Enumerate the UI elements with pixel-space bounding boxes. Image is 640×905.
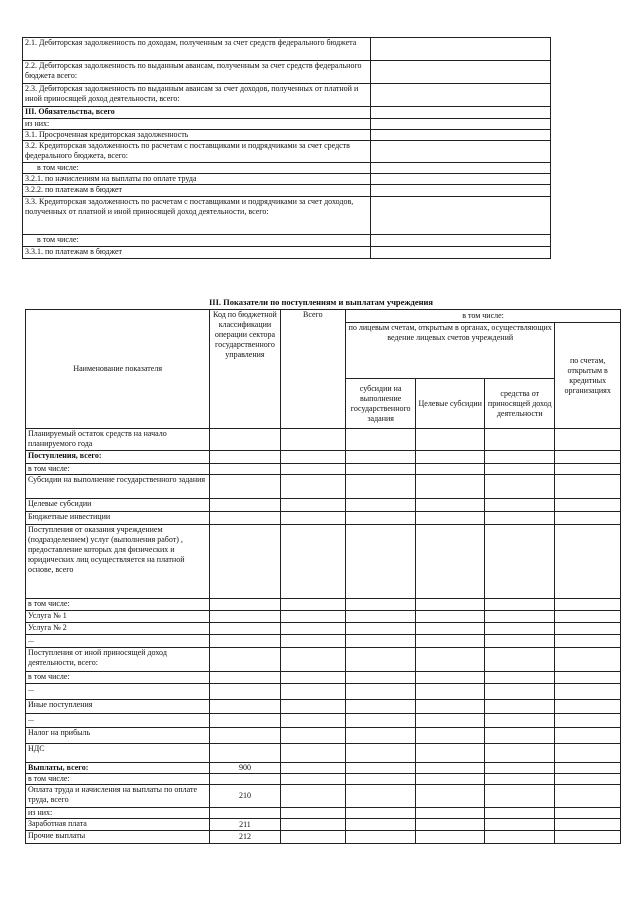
liability-value-cell	[371, 119, 551, 130]
value-cell	[485, 623, 555, 635]
value-cell	[555, 512, 621, 525]
value-cell	[555, 499, 621, 512]
header-income-funds: средства от приносящей доход деятельности	[485, 379, 555, 429]
value-cell	[346, 499, 416, 512]
value-cell	[280, 475, 346, 499]
liability-label: из них:	[23, 119, 371, 130]
liability-label: III. Обязательства, всего	[23, 107, 371, 119]
liability-label: 3.3.1. по платежам в бюджет	[23, 247, 371, 259]
value-cell	[555, 475, 621, 499]
row-label: Бюджетные инвестиции	[26, 512, 210, 525]
liability-row	[23, 163, 551, 174]
row-code	[210, 451, 280, 464]
value-cell	[555, 525, 621, 599]
value-cell	[416, 728, 485, 744]
liability-row	[23, 61, 551, 84]
value-cell	[555, 648, 621, 672]
value-cell	[485, 464, 555, 475]
value-cell	[555, 464, 621, 475]
value-cell	[555, 785, 621, 808]
value-cell	[555, 684, 621, 700]
value-cell	[485, 429, 555, 451]
value-cell	[555, 451, 621, 464]
receipt-row	[26, 635, 621, 648]
value-cell	[346, 464, 416, 475]
value-cell	[416, 831, 485, 844]
value-cell	[346, 684, 416, 700]
row-label: в том числе:	[26, 464, 210, 475]
value-cell	[346, 672, 416, 684]
liability-value-cell	[371, 61, 551, 84]
value-cell	[485, 611, 555, 623]
value-cell	[555, 672, 621, 684]
value-cell	[416, 785, 485, 808]
row-code	[210, 808, 280, 819]
value-cell	[485, 774, 555, 785]
value-cell	[485, 672, 555, 684]
value-cell	[280, 785, 346, 808]
value-cell	[416, 611, 485, 623]
value-cell	[555, 744, 621, 763]
liability-row	[23, 185, 551, 197]
value-cell	[280, 831, 346, 844]
liability-value-cell	[371, 141, 551, 163]
header-personal-accounts: по лицевым счетам, открытым в органах, осуществляющих ведение лицевых счетов учреждений	[346, 323, 555, 379]
row-label: Услуга № 2	[26, 623, 210, 635]
receipt-row	[26, 700, 621, 714]
row-code	[210, 744, 280, 763]
header-credit-accounts: по счетам, открытым в кредитных организациях	[555, 323, 621, 429]
value-cell	[485, 499, 555, 512]
liability-label: в том числе:	[23, 163, 371, 174]
value-cell	[485, 714, 555, 728]
row-code: 212	[210, 831, 280, 844]
row-code	[210, 464, 280, 475]
value-cell	[280, 714, 346, 728]
value-cell	[485, 785, 555, 808]
row-label: Поступления, всего:	[26, 451, 210, 464]
liability-value-cell	[371, 107, 551, 119]
row-code	[210, 648, 280, 672]
value-cell	[416, 672, 485, 684]
value-cell	[346, 429, 416, 451]
value-cell	[555, 599, 621, 611]
value-cell	[280, 819, 346, 831]
value-cell	[485, 728, 555, 744]
value-cell	[280, 429, 346, 451]
value-cell	[346, 785, 416, 808]
row-label: ...	[26, 714, 210, 728]
liability-row	[23, 235, 551, 247]
row-label: НДС	[26, 744, 210, 763]
value-cell	[346, 774, 416, 785]
value-cell	[346, 728, 416, 744]
value-cell	[346, 623, 416, 635]
liability-row	[23, 107, 551, 119]
value-cell	[416, 635, 485, 648]
liability-value-cell	[371, 235, 551, 247]
row-code	[210, 728, 280, 744]
value-cell	[555, 700, 621, 714]
value-cell	[555, 819, 621, 831]
receipt-row	[26, 648, 621, 672]
value-cell	[280, 464, 346, 475]
liability-label: 3.2. Кредиторская задолженность по расчетам с поставщиками и подрядчиками за счет средств федерального бюджета, всего:	[23, 141, 371, 163]
header-subsidy-task: субсидии на выполнение государственного задания	[346, 379, 416, 429]
value-cell	[485, 831, 555, 844]
row-code	[210, 635, 280, 648]
value-cell	[485, 635, 555, 648]
value-cell	[346, 525, 416, 599]
liability-row	[23, 247, 551, 259]
value-cell	[485, 599, 555, 611]
value-cell	[416, 623, 485, 635]
liability-value-cell	[371, 247, 551, 259]
value-cell	[346, 744, 416, 763]
receipt-row	[26, 623, 621, 635]
row-code	[210, 599, 280, 611]
liability-value-cell	[371, 84, 551, 107]
row-label: ...	[26, 635, 210, 648]
value-cell	[416, 475, 485, 499]
liabilities-table	[22, 37, 551, 259]
value-cell	[346, 808, 416, 819]
row-code: 900	[210, 763, 280, 774]
value-cell	[416, 744, 485, 763]
value-cell	[416, 808, 485, 819]
receipt-row	[26, 763, 621, 774]
value-cell	[346, 648, 416, 672]
value-cell	[485, 684, 555, 700]
liability-label: 2.1. Дебиторская задолженность по доходам, полученным за счет средств федерального бюджета	[23, 38, 371, 61]
liability-row	[23, 119, 551, 130]
value-cell	[346, 700, 416, 714]
receipt-row	[26, 819, 621, 831]
row-label: Поступления от иной приносящей доход деятельности, всего:	[26, 648, 210, 672]
header-code: Код по бюджетной классификации операции сектора государственного управления	[210, 310, 280, 429]
value-cell	[485, 475, 555, 499]
liability-row	[23, 174, 551, 185]
value-cell	[280, 648, 346, 672]
receipt-row	[26, 611, 621, 623]
receipt-row	[26, 831, 621, 844]
row-label: Иные поступления	[26, 700, 210, 714]
value-cell	[280, 684, 346, 700]
value-cell	[346, 512, 416, 525]
row-code: 210	[210, 785, 280, 808]
value-cell	[555, 714, 621, 728]
row-label: ...	[26, 684, 210, 700]
value-cell	[416, 451, 485, 464]
value-cell	[346, 831, 416, 844]
value-cell	[416, 819, 485, 831]
value-cell	[555, 808, 621, 819]
row-label: Поступления от оказания учреждением (подразделением) услуг (выполнения работ) , предоставление которых для физических и юридических лиц осуществляется на платной основе, всего	[26, 525, 210, 599]
value-cell	[485, 451, 555, 464]
value-cell	[485, 744, 555, 763]
value-cell	[555, 429, 621, 451]
value-cell	[485, 512, 555, 525]
liability-value-cell	[371, 38, 551, 61]
value-cell	[416, 599, 485, 611]
receipt-row	[26, 429, 621, 451]
liability-row	[23, 38, 551, 61]
receipt-row	[26, 808, 621, 819]
value-cell	[555, 635, 621, 648]
receipt-row	[26, 785, 621, 808]
value-cell	[346, 451, 416, 464]
value-cell	[280, 808, 346, 819]
receipt-row	[26, 512, 621, 525]
value-cell	[555, 623, 621, 635]
row-code	[210, 714, 280, 728]
liability-label: 2.2. Дебиторская задолженность по выданным авансам, полученным за счет средств федерального бюджета всего:	[23, 61, 371, 84]
value-cell	[555, 611, 621, 623]
value-cell	[485, 808, 555, 819]
row-label: Оплата труда и начисления на выплаты по оплате труда, всего	[26, 785, 210, 808]
row-code	[210, 684, 280, 700]
value-cell	[280, 623, 346, 635]
receipt-row	[26, 728, 621, 744]
value-cell	[416, 714, 485, 728]
value-cell	[416, 429, 485, 451]
value-cell	[416, 464, 485, 475]
value-cell	[280, 499, 346, 512]
value-cell	[485, 525, 555, 599]
value-cell	[416, 700, 485, 714]
value-cell	[416, 648, 485, 672]
row-code	[210, 499, 280, 512]
receipt-row	[26, 744, 621, 763]
row-code	[210, 623, 280, 635]
value-cell	[416, 499, 485, 512]
receipt-row	[26, 475, 621, 499]
value-cell	[280, 744, 346, 763]
row-label: Планируемый остаток средств на начало планируемого года	[26, 429, 210, 451]
liability-label: 2.3. Дебиторская задолженность по выданным авансам за счет доходов, полученных от платной и иной приносящей доход деятельности, всего:	[23, 84, 371, 107]
liability-value-cell	[371, 197, 551, 235]
header-name: Наименование показателя	[26, 310, 210, 429]
row-label: из них:	[26, 808, 210, 819]
value-cell	[346, 475, 416, 499]
value-cell	[280, 599, 346, 611]
liability-value-cell	[371, 174, 551, 185]
row-label: Прочие выплаты	[26, 831, 210, 844]
row-code	[210, 672, 280, 684]
liability-label: 3.1. Просроченная кредиторская задолженность	[23, 130, 371, 141]
header-including: в том числе:	[346, 310, 621, 323]
receipt-row	[26, 499, 621, 512]
row-label: Выплаты, всего:	[26, 763, 210, 774]
receipts-payments-table	[25, 309, 621, 844]
row-label: Заработная плата	[26, 819, 210, 831]
row-label: Субсидии на выполнение государственного задания	[26, 475, 210, 499]
value-cell	[416, 763, 485, 774]
receipt-row	[26, 684, 621, 700]
row-code	[210, 512, 280, 525]
row-code	[210, 429, 280, 451]
row-code	[210, 774, 280, 785]
receipt-row	[26, 464, 621, 475]
value-cell	[346, 819, 416, 831]
value-cell	[280, 763, 346, 774]
row-label: Целевые субсидии	[26, 499, 210, 512]
value-cell	[416, 525, 485, 599]
liability-row	[23, 197, 551, 235]
value-cell	[346, 763, 416, 774]
value-cell	[346, 714, 416, 728]
liability-value-cell	[371, 163, 551, 174]
row-code: 211	[210, 819, 280, 831]
value-cell	[555, 728, 621, 744]
value-cell	[280, 451, 346, 464]
value-cell	[485, 648, 555, 672]
liability-label: 3.2.1. по начислениям на выплаты по оплате труда	[23, 174, 371, 185]
value-cell	[555, 831, 621, 844]
header-targeted-subsidies: Целевые субсидии	[416, 379, 485, 429]
header-total: Всего	[280, 310, 346, 429]
value-cell	[280, 525, 346, 599]
receipt-row	[26, 599, 621, 611]
value-cell	[280, 512, 346, 525]
liability-label: в том числе:	[23, 235, 371, 247]
liability-row	[23, 141, 551, 163]
receipt-row	[26, 714, 621, 728]
row-code	[210, 611, 280, 623]
value-cell	[280, 611, 346, 623]
value-cell	[416, 684, 485, 700]
value-cell	[485, 819, 555, 831]
value-cell	[555, 763, 621, 774]
value-cell	[280, 672, 346, 684]
receipt-row	[26, 451, 621, 464]
value-cell	[280, 728, 346, 744]
row-label: в том числе:	[26, 672, 210, 684]
value-cell	[280, 700, 346, 714]
value-cell	[280, 774, 346, 785]
value-cell	[416, 774, 485, 785]
liability-value-cell	[371, 130, 551, 141]
row-label: в том числе:	[26, 774, 210, 785]
value-cell	[555, 774, 621, 785]
value-cell	[346, 611, 416, 623]
row-code	[210, 475, 280, 499]
value-cell	[485, 763, 555, 774]
row-code	[210, 700, 280, 714]
liability-value-cell	[371, 185, 551, 197]
liability-label: 3.2.2. по платежам в бюджет	[23, 185, 371, 197]
value-cell	[346, 635, 416, 648]
row-label: в том числе:	[26, 599, 210, 611]
liability-label: 3.3. Кредиторская задолженность по расчетам с поставщиками и подрядчиками за счет доходов, полученных от платной и иной приносящей доход деятельности, всего:	[23, 197, 371, 235]
section-title: III. Показатели по поступлениям и выплатам учреждения	[208, 297, 434, 307]
value-cell	[416, 512, 485, 525]
row-label: Налог на прибыль	[26, 728, 210, 744]
liability-row	[23, 84, 551, 107]
row-code	[210, 525, 280, 599]
value-cell	[485, 700, 555, 714]
receipt-row	[26, 525, 621, 599]
liability-row	[23, 130, 551, 141]
value-cell	[346, 599, 416, 611]
receipt-row	[26, 672, 621, 684]
row-label: Услуга № 1	[26, 611, 210, 623]
receipt-row	[26, 774, 621, 785]
value-cell	[280, 635, 346, 648]
